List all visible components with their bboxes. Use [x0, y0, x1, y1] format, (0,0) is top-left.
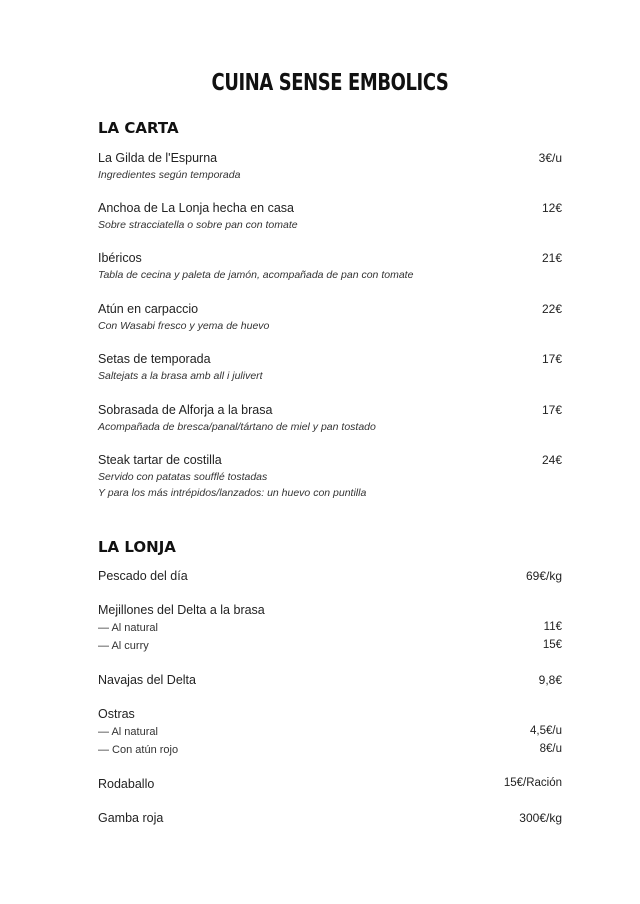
dish-price: 17€: [541, 352, 562, 366]
dish-price: 69€/kg: [525, 569, 562, 583]
dish-description: Acompañada de bresca/panal/tártano de miel y pan tostado: [98, 421, 376, 433]
dish-name: Ibéricos: [98, 251, 142, 265]
dish-name: La Gilda de l'Espurna: [98, 151, 218, 165]
dish-description: Ingredientes según temporada: [98, 169, 241, 181]
dish-price: 22€: [541, 302, 562, 316]
dish-description: Saltejats a la brasa amb all i julivert: [98, 370, 263, 382]
dish-name: Ostras: [98, 707, 135, 721]
dish-name: Setas de temporada: [98, 352, 211, 366]
dish-price: 24€: [541, 453, 562, 467]
dish-description: Y para los más intrépidos/lanzados: un huevo con puntilla: [98, 487, 367, 499]
dish-description: Sobre stracciatella o sobre pan con tomate: [98, 219, 298, 231]
dish-price: 12€: [541, 201, 562, 215]
dish-price: 3€/u: [538, 151, 562, 165]
dish-option-label: — Al natural: [98, 622, 158, 634]
dish-price: 15€/Ración: [503, 777, 562, 789]
dish-option-price: 11€: [543, 621, 562, 633]
dish-description: Con Wasabi fresco y yema de huevo: [98, 320, 270, 332]
dish-price: 17€: [541, 403, 562, 417]
dish-name: Gamba roja: [98, 811, 164, 825]
dish-name: Mejillones del Delta a la brasa: [98, 603, 265, 617]
dish-option-price: 4,5€/u: [530, 725, 562, 737]
dish-name: Pescado del día: [98, 569, 188, 583]
dish-price: 21€: [541, 251, 562, 265]
dish-name: Anchoa de La Lonja hecha en casa: [98, 201, 294, 215]
dish-option-label: — Al natural: [98, 726, 158, 738]
dish-option-label: — Con atún rojo: [98, 744, 179, 756]
section-heading-carta: LA CARTA: [98, 119, 179, 137]
dish-name: Atún en carpaccio: [98, 302, 199, 316]
menu-title: CUINA SENSE EMBOLICS: [211, 70, 449, 96]
dish-option-label: — Al curry: [98, 640, 149, 652]
dish-price: 300€/kg: [519, 811, 562, 825]
dish-option-price: 15€: [542, 639, 562, 651]
dish-price: 9,8€: [538, 673, 562, 687]
dish-name: Rodaballo: [98, 777, 155, 791]
dish-name: Steak tartar de costilla: [98, 453, 222, 467]
dish-name: Navajas del Delta: [98, 673, 196, 687]
dish-name: Sobrasada de Alforja a la brasa: [98, 403, 273, 417]
dish-description: Tabla de cecina y paleta de jamón, acompañada de pan con tomate: [98, 269, 414, 281]
dish-description: Servido con patatas soufflé tostadas: [98, 471, 268, 483]
section-heading-lonja: LA LONJA: [98, 538, 176, 556]
dish-option-price: 8€/u: [539, 743, 562, 755]
